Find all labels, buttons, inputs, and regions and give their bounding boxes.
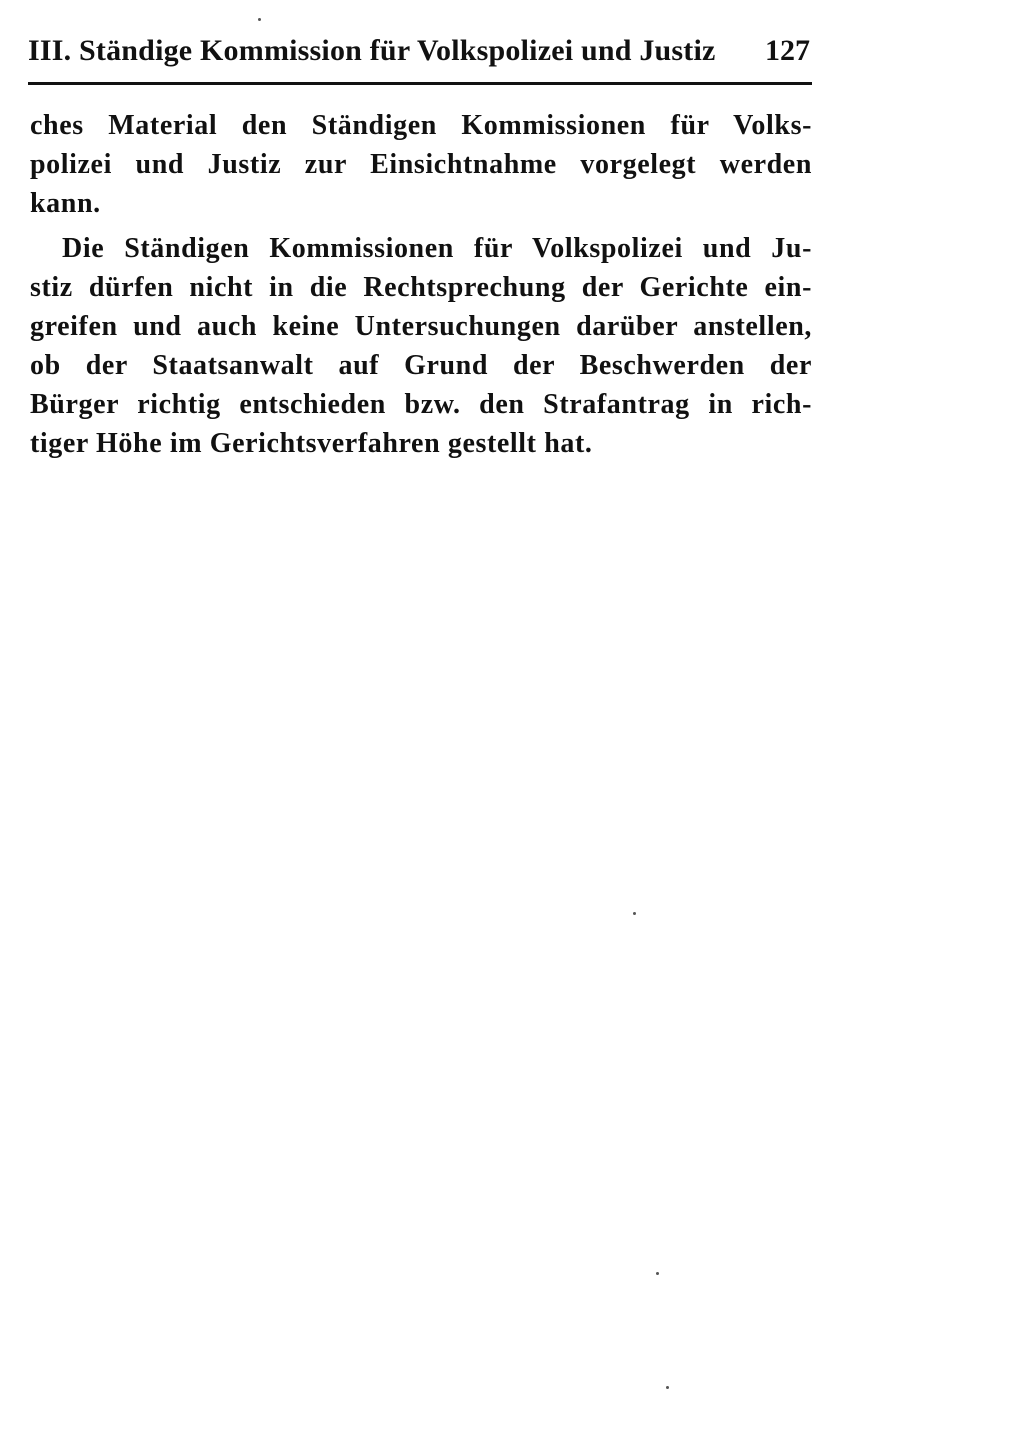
text-line: stiz dürfen nicht in die Rechtsprechung der Gerichte ein- [30, 272, 812, 303]
text-line: ob der Staatsanwalt auf Grund der Beschwerden der [30, 350, 812, 381]
print-speck [666, 1386, 669, 1389]
body-text [30, 106, 812, 463]
text-line: polizei und Justiz zur Einsichtnahme vorgelegt werden [30, 149, 812, 180]
paragraph-2 [30, 229, 812, 463]
header-rule [28, 82, 812, 85]
print-speck [633, 912, 636, 915]
text-line: Bürger richtig entschieden bzw. den Strafantrag in rich- [30, 389, 812, 420]
print-speck [656, 1272, 659, 1275]
print-speck [258, 18, 261, 21]
text-line: greifen und auch keine Untersuchungen darüber anstellen, [30, 311, 812, 342]
page-number: 127 [765, 34, 810, 67]
running-head: III. Ständige Kommission für Volkspolizei und Justiz [28, 34, 716, 67]
page-header [28, 30, 812, 78]
text-line: Die Ständigen Kommissionen für Volkspolizei und Ju- [62, 233, 812, 264]
text-line: ches Material den Ständigen Kommissionen für Volks- [30, 110, 812, 141]
text-line: kann. [30, 188, 101, 219]
text-line: tiger Höhe im Gerichtsverfahren gestellt hat. [30, 428, 593, 459]
paragraph-1 [30, 106, 812, 223]
